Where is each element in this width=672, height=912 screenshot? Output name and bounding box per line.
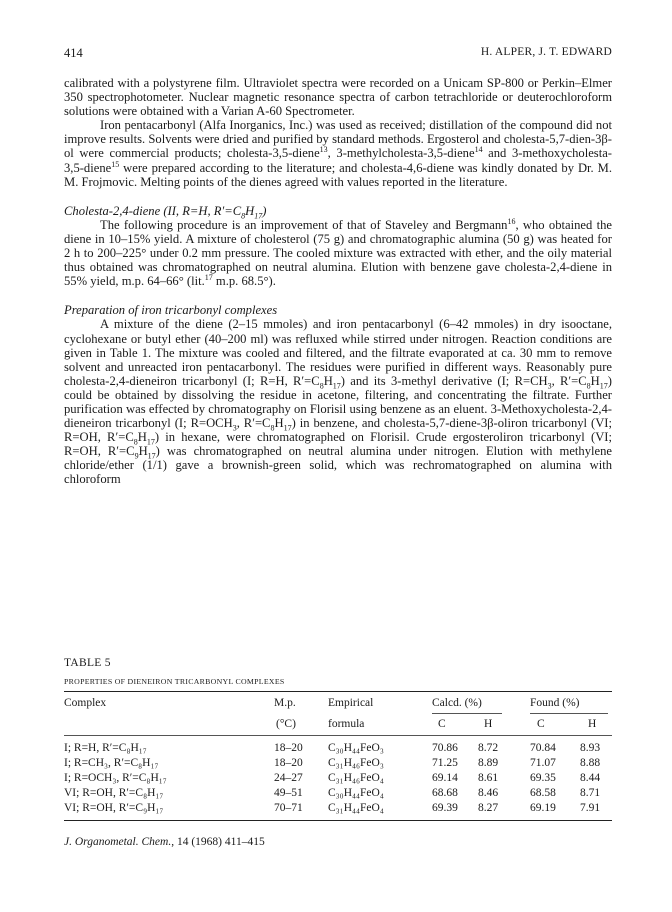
table-cell-found-h: 8.44 [580,772,601,784]
header-mp-unit: (°C) [276,718,296,730]
table-cell-mp: 70–71 [274,802,303,814]
table-cell-mp: 24–27 [274,772,303,784]
table-cell-calc-c: 69.14 [432,772,458,784]
header-formula: formula [328,718,365,730]
table-cell-found-c: 70.84 [530,742,556,754]
calcd-underline [432,713,502,714]
table-cell-mp: 49–51 [274,787,303,799]
table-cell-found-h: 8.93 [580,742,601,754]
table-bottom-rule [64,820,612,821]
table-cell-complex: I; R=CH₃, R′=C₈H₁₇ [64,757,159,769]
table-cell-found-h: 8.71 [580,787,601,799]
running-head-authors: H. ALPER, J. T. EDWARD [480,46,612,58]
table-cell-complex: I; R=H, R′=C₈H₁₇ [64,742,147,754]
table-cell-calc-c: 69.39 [432,802,458,814]
table-cell-formula: C₃₁H₄₆FeO₄ [328,772,384,784]
table-cell-calc-h: 8.72 [478,742,499,754]
header-calcd: Calcd. (%) [432,697,482,709]
table-cell-found-c: 68.58 [530,787,556,799]
table-cell-calc-c: 70.86 [432,742,458,754]
table-cell-formula: C₃₁H₄₆FeO₃ [328,757,384,769]
paragraph-procedure: The following procedure is an improvement of that of Staveley and Bergmann$^{16}$, who obtained the diene in 10–15% yield. A mixture of cholesterol (75 g) and chromatographic alumina (50 g) was heated for 2 h to 200–225° under 0.2 mm pressure. The cooled mixture was extracted with ether, and the oily material thus obtained was chromatographed on neutral alumina. Elution with benzene gave cholesta-2,4-diene in 55% yield, m.p. 64–66° (lit.$^{17}$ m.p. 68.5°). [64,216,612,289]
table-cell-formula: C₃₁H₄₄FeO₄ [328,802,384,814]
paragraph-materials: Iron pentacarbonyl (Alfa Inorganics, Inc.) was used as received; distillation of the compound did not improve results. Solvents were dried and purified by standard methods. Ergosterol and cholesta-5,7-dien-3β-ol were commercial products; cholesta-3,5-diene$^{13}$, 3-methylcholesta-3,5-diene$^{14}$ and 3-methoxycholesta-3,5-diene$^{15}$ were prepared according to the literature; and cholesta-4,6-diene was kindly donated by Dr. M. M. Frojmovic. Melting points of the dienes agreed with values reported in the literature. [64,118,612,189]
table-cell-complex: VI; R=OH, R′=C₈H₁₇ [64,787,164,799]
table-cell-found-c: 71.07 [530,757,556,769]
header-found-c: C [537,718,545,730]
header-complex: Complex [64,697,107,709]
table-caption: PROPERTIES OF DIENEIRON TRICARBONYL COMPLEXES [64,677,285,686]
running-header [64,46,612,62]
table-cell-calc-h: 8.27 [478,802,499,814]
table-header-rule [64,735,612,736]
table-cell-mp: 18–20 [274,742,303,754]
table-cell-calc-c: 71.25 [432,757,458,769]
body-text [64,76,612,487]
page-number: 414 [64,46,83,60]
found-underline [530,713,608,714]
table-cell-found-h: 7.91 [580,802,601,814]
journal-citation: J. Organometal. Chem., 14 (1968) 411–415 [64,836,265,848]
table-cell-found-h: 8.88 [580,757,601,769]
table-cell-found-c: 69.35 [530,772,556,784]
table-title: TABLE 5 [64,657,111,669]
paragraph-spectra: calibrated with a polystyrene film. Ultraviolet spectra were recorded on a Unicam SP-800 or Perkin–Elmer 350 spectrophotometer. Nuclear magnetic resonance spectra of carbon tetrachloride or deuterochloroform solutions were obtained with a Varian A-60 Spectrometer. [64,76,612,119]
section-heading-cholesta-diene: Cholesta-2,4-diene (II, R=H, $R'=C_8H_{17}$) [64,203,267,221]
table-cell-found-c: 69.19 [530,802,556,814]
table-cell-complex: VI; R=OH, R′=C₉H₁₇ [64,802,164,814]
table-cell-formula: C₃₀H₄₄FeO₄ [328,787,384,799]
header-found-h: H [588,718,597,730]
table-cell-calc-h: 8.89 [478,757,499,769]
table-cell-calc-h: 8.46 [478,787,499,799]
paragraph-preparation: A mixture of the diene (2–15 mmoles) and iron pentacarbonyl (6–42 mmoles) in dry isooctane, cyclohexane or butyl ether (40–200 ml) was refluxed while stirred under nitrogen. Reaction conditions are given in Table 1. The mixture was cooled and filtered, and the filtrate evaporated at ca. 30 mm to remove solvent and unreacted iron pentacarbonyl. The residues were purified in different ways. Reasonably pure cholesta-2,4-dieneiron tricarbonyl (I; R=H, $R'=C_8H_{17}$) and its 3-methyl derivative (I; $R=CH_3$, $R'=C_8H_{17}$) could be obtained by dissolving the residue in acetone, filtering, and concentrating the filtrate. Further purification was effected by chromatography on Florisil using benzene as an eluent. 3-Methoxycholesta-2,4-dieneiron tricarbonyl (I; $R=OCH_3$, $R'=C_8H_{17}$) in benzene, and cholesta-5,7-diene-3β-oliron tricarbonyl (VI; R=OH, $R'=C_8H_{17}$) in hexane, were chromatographed on Florisil. Crude ergosteroliron tricarbonyl (VI; R=OH, $R'=C_9H_{17}$) was chromatographed on neutral alumina under nitrogen. Elution with methylene chloride/ether (1/1) gave a brownish-green solid, which was rechromatographed on alumina with chloroform [64,317,612,487]
table-cell-calc-c: 68.68 [432,787,458,799]
header-empirical: Empirical [328,697,374,709]
header-calcd-h: H [484,718,493,730]
table-cell-mp: 18–20 [274,757,303,769]
table-cell-calc-h: 8.61 [478,772,499,784]
header-calcd-c: C [438,718,446,730]
table-top-rule [64,691,612,692]
header-mp: M.p. [274,697,296,709]
table-cell-complex: I; R=OCH₃, R′=C₈H₁₇ [64,772,167,784]
header-found: Found (%) [530,697,580,709]
table-cell-formula: C₃₀H₄₄FeO₃ [328,742,384,754]
section-heading-preparation: Preparation of iron tricarbonyl complexes [64,303,278,318]
